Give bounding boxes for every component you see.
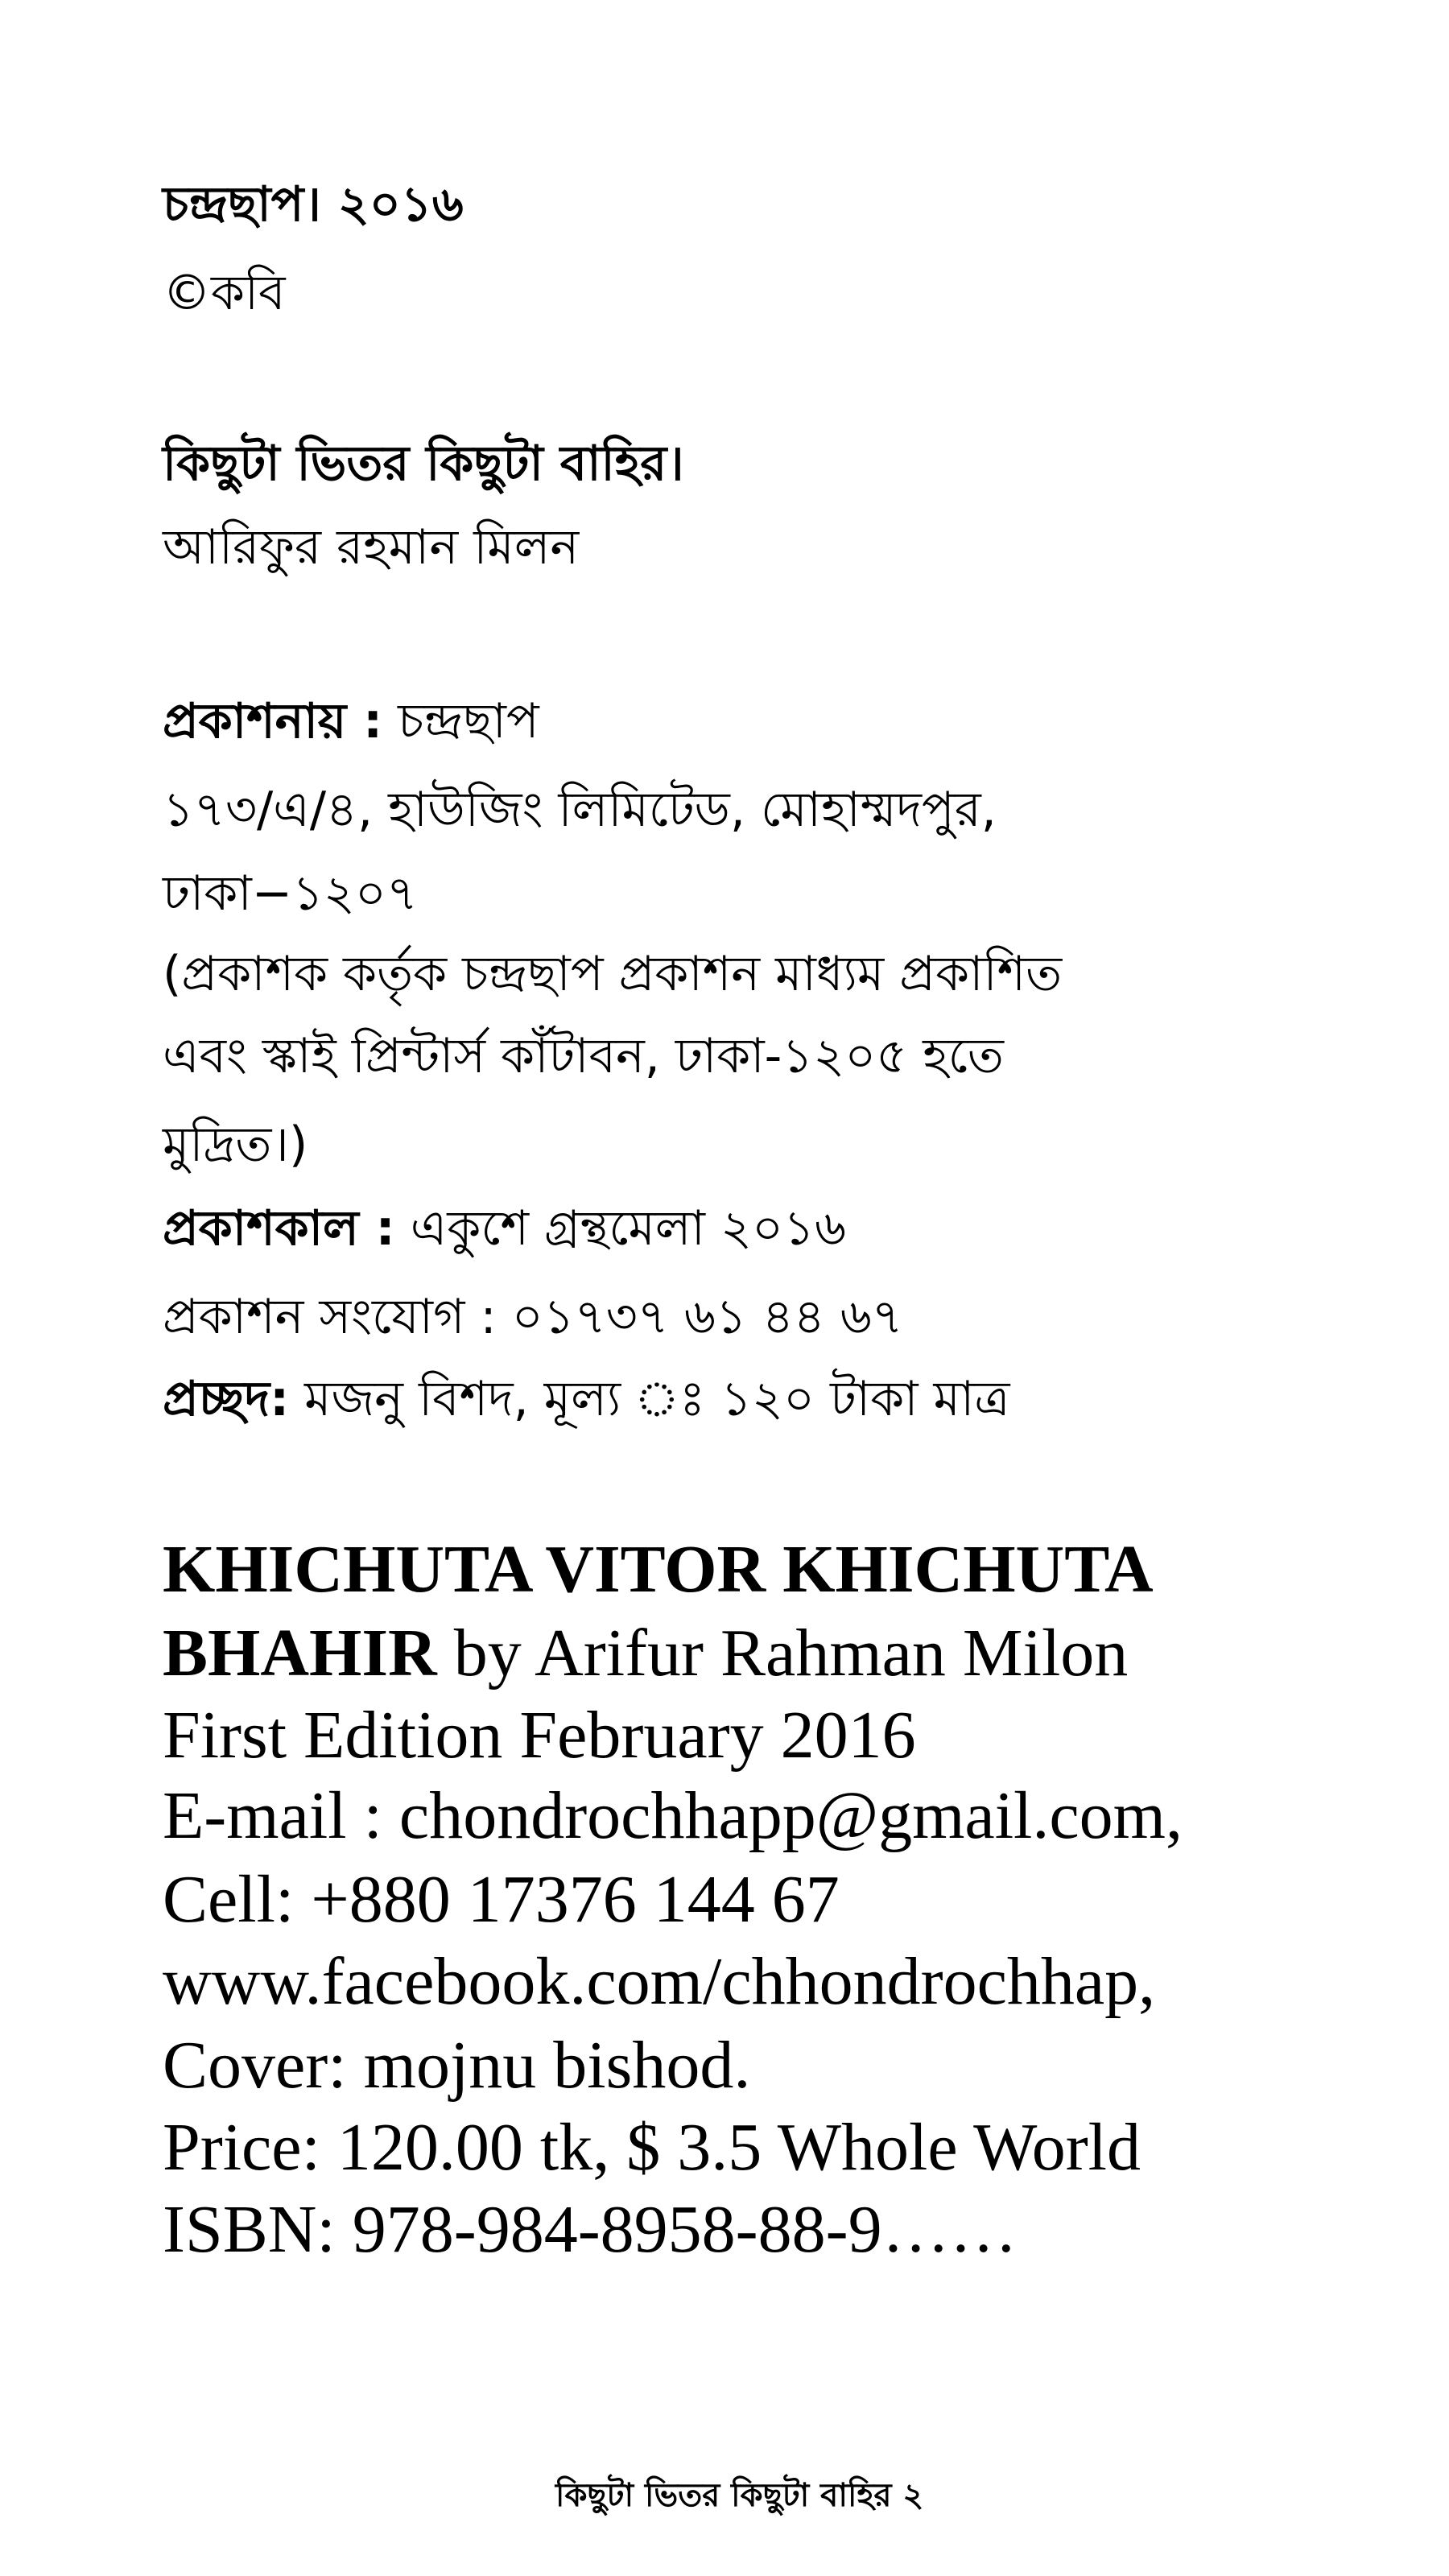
pubdate-line bbox=[163, 1200, 846, 1257]
pubdate-label: প্রকাশকাল : bbox=[163, 1200, 395, 1257]
pubdate-value: একুশে গ্রন্থমেলা ২০১৬ bbox=[394, 1200, 846, 1257]
publisher-label: প্রকাশনায় : bbox=[163, 693, 383, 749]
cell-line: Cell: +880 17376 144 67 bbox=[163, 1862, 840, 1937]
isbn-line: ISBN: 978-984-8958-88-9…… bbox=[163, 2192, 1018, 2267]
publisher-line bbox=[163, 693, 539, 749]
address-line-1: ১৭৩/এ/৪, হাউজিং লিমিটেড, মোহাম্মদপুর, bbox=[163, 782, 997, 838]
price-line: Price: 120.00 tk, $ 3.5 Whole World bbox=[163, 2110, 1141, 2185]
contact-line: প্রকাশন সংযোগ : ০১৭৩৭ ৬১ ৪৪ ৬৭ bbox=[163, 1289, 903, 1345]
facebook-line: www.facebook.com/chhondrochhap, bbox=[163, 1944, 1156, 2019]
printing-line-1: (প্রকাশক কর্তৃক চন্দ্রছাপ প্রকাশন মাধ্যম প্রকাশিত bbox=[163, 946, 1063, 1002]
english-title-line-2: BHAHIR bbox=[163, 1616, 437, 1690]
cover-line: Cover: mojnu bishod. bbox=[163, 2028, 751, 2103]
byline: by Arifur Rahman Milon bbox=[436, 1616, 1129, 1690]
cover-price-line bbox=[163, 1371, 1010, 1427]
email-line: E-mail : chondrochhapp@gmail.com, bbox=[163, 1778, 1183, 1853]
edition-line: First Edition February 2016 bbox=[163, 1698, 916, 1773]
book-title-bengali: কিছুটা ভিতর কিছুটা বাহির। bbox=[163, 436, 684, 492]
running-footer: কিছুটা ভিতর কিছুটা বাহির ২ bbox=[555, 2477, 924, 2514]
address-line-2: ঢাকা−১২০৭ bbox=[163, 865, 418, 922]
cover-value: মজনু বিশদ, মূল্য ঃ ১২০ টাকা মাত্র bbox=[289, 1371, 1010, 1427]
cover-label: প্রচ্ছদ: bbox=[163, 1371, 290, 1427]
english-title-byline bbox=[163, 1616, 1129, 1690]
publisher-value: চন্দ্রছাপ bbox=[382, 693, 539, 749]
author-bengali: আরিফুর রহমান মিলন bbox=[163, 519, 580, 576]
printing-line-2: এবং স্কাই প্রিন্টার্স কাঁটাবন, ঢাকা-১২০৫ হতে bbox=[163, 1028, 1004, 1084]
printing-line-3: মুদ্রিত।) bbox=[163, 1117, 308, 1173]
copyright-line: ©কবি bbox=[163, 265, 286, 321]
publisher-year: চন্দ্রছাপ। ২০১৬ bbox=[163, 176, 464, 233]
english-title-line-1: KHICHUTA VITOR KHICHUTA bbox=[163, 1532, 1154, 1607]
